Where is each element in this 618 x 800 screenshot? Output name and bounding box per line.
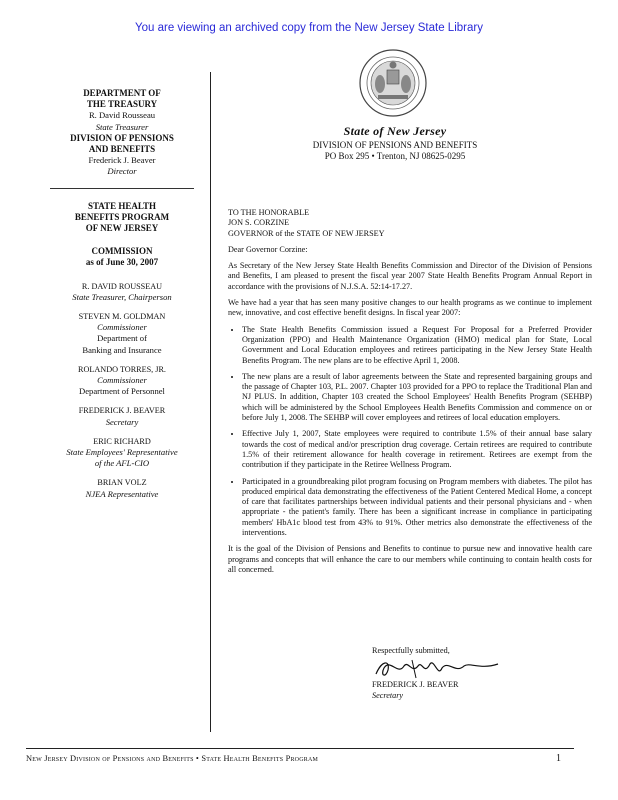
paragraph-changes: We have had a year that has seen many positive changes to our health programs as we continue to implement new, innovative, and cost effective benefit designs. In fiscal year 2007: [228,298,592,318]
salutation: Dear Governor Corzine: [228,244,308,254]
signer-title: Secretary [372,690,404,700]
treasurer-name: R. David Rousseau [88,110,156,121]
member-name: ERIC RICHARD [93,436,151,446]
member-name: BRIAN VOLZ [97,478,147,488]
state-seal-icon [358,48,428,118]
member-2 [44,311,200,356]
member-title: State Treasurer, Chairperson [72,291,172,302]
treasurer-title: State Treasurer [95,121,149,132]
page-number: 1 [556,753,561,764]
member-dept-2: Banking and Insurance [82,344,162,355]
member-title: State Employees' Representative [66,447,178,458]
archive-banner: You are viewing an archived copy from the New Jersey State Library [135,22,483,34]
commission-line-1: COMMISSION [91,246,153,257]
list-item: • The State Health Benefits Commission issued a Request For Proposal for a Preferred Provider Organization (PPO) and Health Maintenance Organization (HMO) medical plan for State, Local Government and Local Education employees and retirees participating in the New Jersey State Health Benefits Program. The new plans are to be effective April 1, 2008. [242,325,592,366]
program-line-2: BENEFITS PROGRAM [74,211,170,222]
member-4 [44,405,200,427]
director-title: Director [107,166,137,177]
handwritten-signature-icon [372,656,502,680]
member-name: FREDERICK J. BEAVER [78,406,166,416]
member-title: Commissioner [97,375,147,386]
footer-rule [26,748,574,749]
member-dept: Department of [97,333,147,344]
member-dept: Department of Personnel [79,386,165,397]
member-3 [44,364,200,398]
addressee-line-3: GOVERNOR of the STATE OF NEW JERSEY [228,228,385,238]
member-name: R. DAVID ROUSSEAU [81,281,163,291]
footer-text: New Jersey Division of Pensions and Benefits • State Health Benefits Program [26,754,319,763]
state-name: State of New Jersey [343,124,447,138]
list-item: • Participated in a groundbreaking pilot program focusing on Program members with diabetes. The pilot has produced empirical data demonstrating the effectiveness of the Patient Centered Medical Home, a concept of care that facilitates partnerships between individual patients and their personal physicians and - when appropriate - the patient's family. There has been a significant increase in compliance in participating members' HbA1c blood test from 43% to 91%. Other metrics also demonstrate the effectiveness of the interventions. [242,477,592,539]
letterhead [300,126,490,163]
member-5 [44,436,200,470]
member-6 [44,477,200,499]
list-item: • The new plans are a result of labor agreements between the State and represented bargaining groups and the passage of Chapter 103, P.L. 2007. Chapter 103 provided for a PPO to replace the Traditional Plan and NJ PLUS. In addition, Chapter 103 created the School Employees' Health Benefits Program (SEHBP) which will be administered by the School Employees Health Benefits Commission and commence on or before July 1, 2008. The SEHBP will cover employees and retirees of local education employers. [242,372,592,423]
member-title: Commissioner [97,322,147,333]
signer-name: FREDERICK J. BEAVER [372,680,459,690]
member-name: STEVEN M. GOLDMAN [78,312,166,322]
addressee [228,208,592,239]
member-name: ROLANDO TORRES, JR. [78,364,166,374]
program-line-1: STATE HEALTH [87,200,157,211]
closing: Respectfully submitted, [372,646,450,655]
paragraph-closing: It is the goal of the Division of Pensions and Benefits to continue to pursue new and innovative health care programs and concepts that will enhance the care to our members while continuing to contain health costs for all concerned. [228,544,592,574]
member-1 [44,281,200,303]
sidebar-divider [50,188,194,189]
list-item: • Effective July 1, 2007, State employees were required to contribute 1.5% of their annual base salary towards the cost of medical and/or prescription drug coverage. Certain retirees are required to contribute 1.5% of their retirement allowance for health coverage in retirement. Retirees are exempt from the contribution if they participate in the Retiree Wellness Program. [242,429,592,470]
member-title: NJEA Representative [85,488,159,499]
column-divider [210,72,211,732]
accomplishments-list [228,325,592,539]
masthead-address: PO Box 295 • Trenton, NJ 08625-0295 [324,151,466,161]
masthead-division: DIVISION OF PENSIONS AND BENEFITS [312,139,478,150]
signature-block [372,646,552,701]
commission-line-2: as of June 30, 2007 [85,257,159,268]
member-title: Secretary [105,416,139,427]
left-sidebar [44,88,200,508]
addressee-line-1: TO THE HONORABLE [228,208,310,217]
director-name: Frederick J. Beaver [88,155,156,166]
division-line-1: DIVISION OF PENSIONS [70,132,174,143]
dept-line-2: THE TREASURY [86,99,158,110]
program-line-3: OF NEW JERSEY [85,223,159,234]
member-title-2: of the AFL-CIO [94,458,150,469]
dept-line-1: DEPARTMENT OF [83,88,161,98]
letter-body [228,208,592,581]
addressee-line-2: JON S. CORZINE [228,218,290,228]
paragraph-intro: As Secretary of the New Jersey State Health Benefits Commission and Director of the Division of Pensions and Benefits, I am pleased to present the fiscal year 2007 State Health Benefits Program Annual Report in accordance with the provisions of N.J.S.A. 52:14-17.27. [228,261,592,291]
division-line-2: AND BENEFITS [88,144,156,155]
